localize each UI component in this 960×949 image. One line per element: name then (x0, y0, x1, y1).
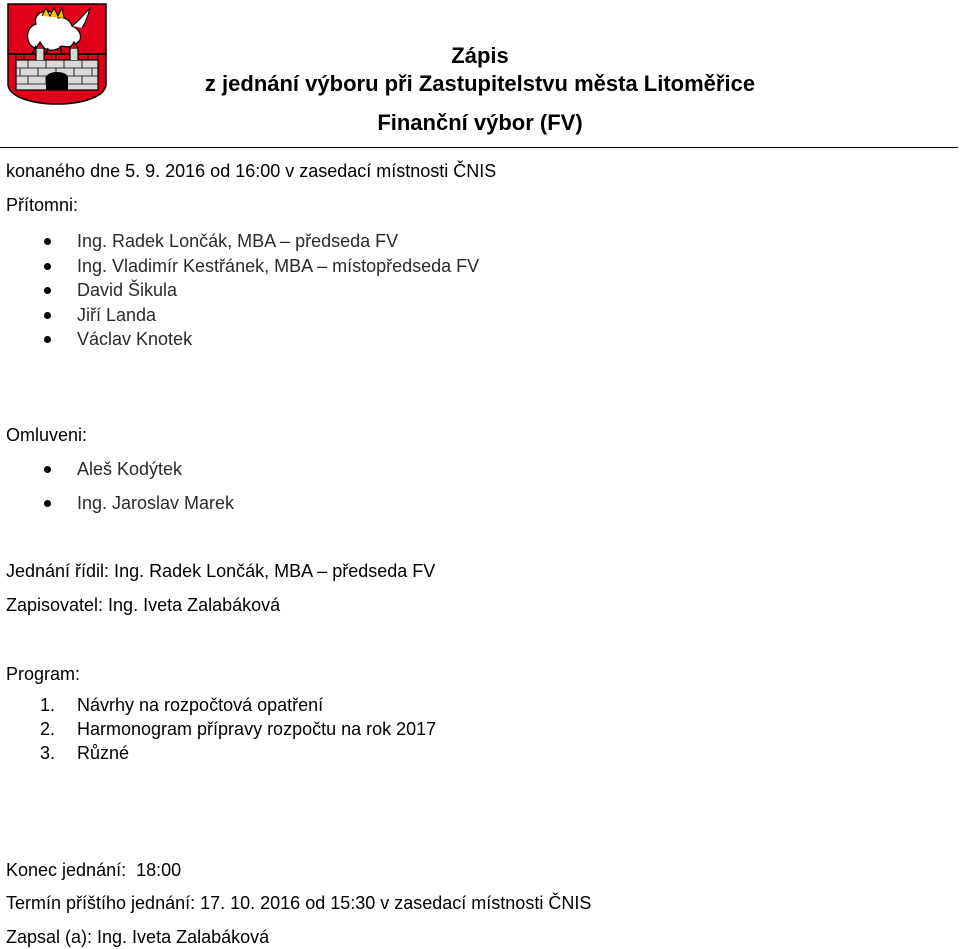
program-label: Program: (6, 664, 81, 684)
header-divider (0, 147, 958, 148)
committee-name: Finanční výbor (FV) (377, 110, 583, 135)
next-meeting: Termín příštího jednání: 17. 10. 2016 od 15:30 v zasedací místnosti ČNIS (6, 893, 592, 913)
document-title: Zápis (451, 43, 509, 68)
excused-label: Omluveni: (6, 425, 88, 445)
present-label: Přítomni: (6, 195, 79, 215)
bullet-icon (44, 466, 51, 473)
bullet-icon (44, 336, 51, 343)
bullet-icon (44, 500, 51, 507)
bullet-icon (44, 287, 51, 294)
document-subtitle: z jednání výboru při Zastupitelstvu města Litoměřice (204, 71, 756, 96)
bullet-icon (44, 263, 51, 270)
bullet-icon (44, 312, 51, 319)
meeting-end-time: Konec jednání: 18:00 (6, 860, 182, 880)
written-by: Zapsal (a): Ing. Iveta Zalabáková (6, 927, 270, 947)
meeting-recorder: Zapisovatel: Ing. Iveta Zalabáková (6, 595, 281, 615)
meeting-chair: Jednání řídil: Ing. Radek Lončák, MBA – předseda FV (6, 561, 436, 581)
bullet-icon (44, 238, 51, 245)
meeting-date-location: konaného dne 5. 9. 2016 od 16:00 v zasedací místnosti ČNIS (6, 161, 497, 181)
